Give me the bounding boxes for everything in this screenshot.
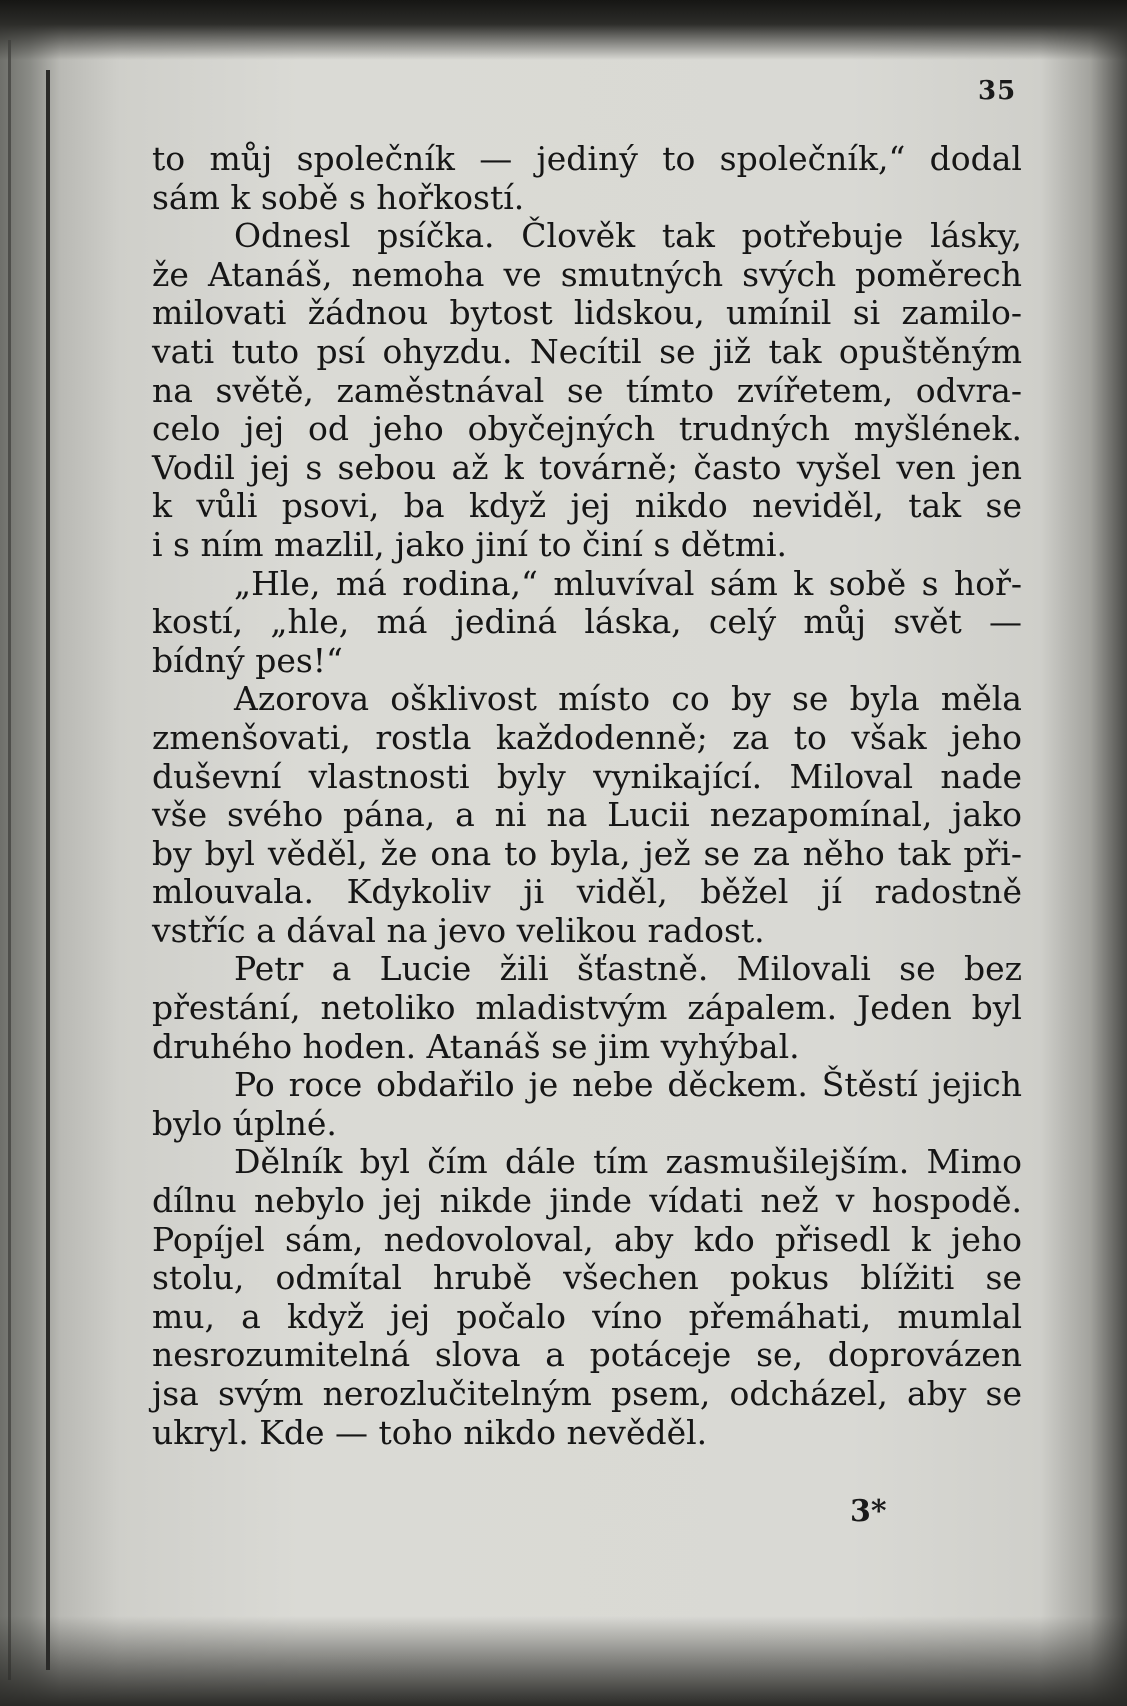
text-line: přestání, netoliko mladistvým zápalem. Jeden byl bbox=[152, 988, 1022, 1028]
text-line: sám k sobě s hořkostí. bbox=[152, 177, 525, 217]
binding-edge bbox=[8, 40, 11, 1680]
text-line: k vůli psovi, ba když jej nikdo neviděl, tak se bbox=[152, 486, 1022, 526]
text-line: vše svého pána, a ni na Lucii nezapomínal, jako bbox=[152, 795, 1022, 835]
text-line: celo jej od jeho obyčejných trudných myšlének. bbox=[152, 409, 1022, 449]
text-line: Vodil jej s sebou až k továrně; často vyšel ven jen bbox=[152, 447, 1022, 487]
text-line: na světě, zaměstnával se tímto zvířetem, odvra- bbox=[152, 370, 1022, 410]
text-line: ukryl. Kde — toho nikdo nevěděl. bbox=[152, 1412, 708, 1452]
text-line: zmenšovati, rostla každodenně; za to však jeho bbox=[152, 717, 1022, 757]
text-line: kostí, „hle, má jediná láska, celý můj svět — bbox=[152, 602, 1022, 642]
text-line: Po roce obdařilo je nebe děckem. Štěstí jejich bbox=[234, 1065, 1022, 1105]
text-line: bídný pes!“ bbox=[152, 640, 343, 680]
text-line: milovati žádnou bytost lidskou, umínil si zamilo- bbox=[152, 293, 1022, 333]
text-line: jsa svým nerozlučitelným psem, odcházel, aby se bbox=[152, 1374, 1022, 1413]
text-line: by byl věděl, že ona to byla, jež se za něho tak při- bbox=[152, 833, 1022, 873]
text-line: vstříc a dával na jevo velikou radost. bbox=[152, 910, 765, 950]
text-line: vati tuto psí ohyzdu. Necítil se již tak opuštěným bbox=[152, 331, 1022, 371]
signature-mark: 3* bbox=[850, 1494, 887, 1529]
page-shadow bbox=[0, 1616, 1127, 1706]
text-line: Odnesl psíčka. Člověk tak potřebuje lásky, bbox=[234, 216, 1022, 256]
text-line: Azorova ošklivost místo co by se byla měla bbox=[234, 679, 1022, 719]
text-line: to můj společník — jediný to společník,“ dodal bbox=[152, 139, 1022, 178]
text-line: Popíjel sám, nedovoloval, aby kdo přisedl k jeho bbox=[152, 1219, 1022, 1259]
text-line: i s ním mazlil, jako jiní to činí s dětmi. bbox=[152, 524, 788, 564]
text-line: „Hle, má rodina,“ mluvíval sám k sobě s hoř- bbox=[234, 563, 1022, 603]
text-line: dílnu nebylo jej nikde jinde vídati než v hospodě. bbox=[152, 1181, 1022, 1221]
text-line: mlouvala. Kdykoliv ji viděl, běžel jí radostně bbox=[152, 872, 1022, 912]
text-line: Dělník byl čím dále tím zasmušilejším. Mimo bbox=[234, 1142, 1022, 1182]
text-line: stolu, odmítal hrubě všechen pokus blížiti se bbox=[152, 1258, 1022, 1298]
page-gutter-line bbox=[46, 70, 50, 1670]
text-line: bylo úplné. bbox=[152, 1103, 337, 1143]
body-text bbox=[152, 140, 1022, 1452]
text-line: nesrozumitelná slova a potáceje se, doprovázen bbox=[152, 1335, 1022, 1375]
text-line: mu, a když jej počalo víno přemáhati, mumlal bbox=[152, 1296, 1022, 1336]
text-line: Petr a Lucie žili šťastně. Milovali se bez bbox=[234, 949, 1022, 989]
text-line: duševní vlastnosti byly vynikající. Miloval nade bbox=[152, 756, 1022, 796]
page-number: 35 bbox=[978, 76, 1017, 106]
text-line: že Atanáš, nemoha ve smutných svých poměrech bbox=[152, 254, 1022, 294]
text-line: druhého hoden. Atanáš se jim vyhýbal. bbox=[152, 1026, 800, 1066]
